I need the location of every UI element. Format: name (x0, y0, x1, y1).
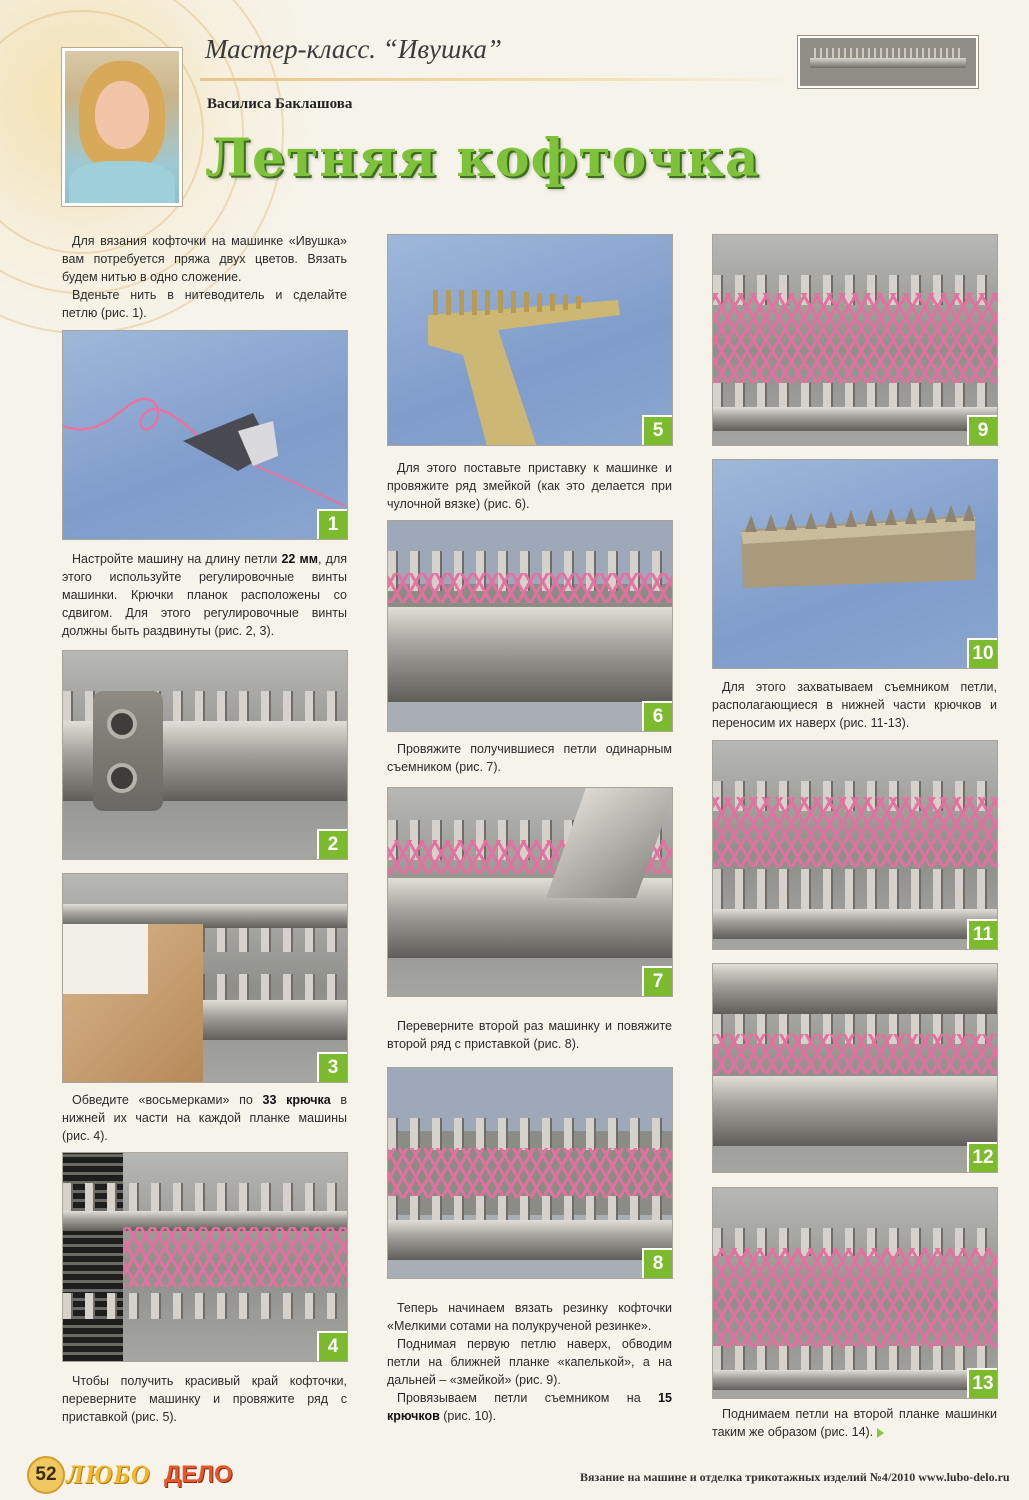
figure-number: 5 (642, 415, 672, 445)
step-4-text: Обведите «восьмерками» по 33 крючка в нижней их части на каждой планке машины (рис. 4). (62, 1093, 347, 1143)
figure-11 (712, 740, 998, 950)
publication-info: Вязание на машине и отделка трикотажных изделий №4/2010 www.lubo-delo.ru (580, 1470, 1010, 1484)
page-number: 52 (27, 1456, 65, 1494)
rubric-underline (200, 78, 800, 81)
author-photo (62, 48, 182, 206)
rubric-heading: Мастер-класс. “Ивушка” (205, 34, 502, 64)
step-11-13-text: Для этого захватываем съемником петли, располагающиеся в нижней части крючков и переносим их наверх (рис. 11-13). (712, 680, 997, 730)
continue-arrow-icon (877, 1428, 884, 1438)
figure-10 (712, 459, 998, 669)
step-6-text: Для этого поставьте приставку к машинке и провяжите ряд змейкой (как это делается при чулочной вязке) (рис. 6). (387, 461, 672, 511)
transfer-tool-illustration (713, 460, 997, 668)
figure-number: 1 (317, 509, 347, 539)
figure-12 (712, 963, 998, 1173)
step-5-text: Чтобы получить красивый край кофточки, переверните машинку и провяжите ряд с приставкой (рис. 5). (62, 1374, 347, 1424)
step-9-10-text: Теперь начинаем вязать резинку кофточки «Мелкими сотами на полукрученой резинке». Поднимая первую петлю наверх, обводим петли на ближней планке «капелькой», а на дальней – «змейкой» (рис. 9). Провязываем петли съемником на 15 крючков (рис. 10). (387, 1301, 672, 1423)
step-14-text: Поднимаем петли на второй планке машинки таким же образом (рис. 14). (712, 1407, 997, 1439)
figure-number: 13 (967, 1368, 997, 1398)
magazine-logo-part2: ДЕЛО (164, 1461, 233, 1488)
figure-number: 11 (967, 919, 997, 949)
figure-number: 12 (967, 1142, 997, 1172)
figure-number: 9 (967, 415, 997, 445)
figure-8 (387, 1067, 673, 1279)
header-tool-photo (798, 36, 978, 88)
intro-text (62, 232, 347, 322)
step-2-3-text: Настройте машину на длину петли 22 мм, для этого используйте регулировочные винты машинки. Крючки планок расположены со сдвигом. Для этого регулировочные винты должны быть раздвинуты (рис. 2, 3). (62, 552, 348, 638)
author-name: Василиса Баклашова (207, 96, 353, 112)
yarn-loop-illustration (63, 331, 347, 539)
figure-number: 3 (317, 1052, 347, 1082)
figure-3 (62, 873, 348, 1083)
article-title: Летняя кофточка (205, 128, 760, 189)
magazine-logo-part1: ЛЮБО (66, 1460, 151, 1489)
figure-number: 7 (642, 966, 672, 996)
figure-number: 8 (642, 1248, 672, 1278)
intro-paragraph-2: Вденьте нить в нитеводитель и сделайте петлю (рис. 1). (62, 288, 347, 320)
figure-9 (712, 234, 998, 446)
figure-1 (62, 330, 348, 540)
step-7-text: Провяжите получившиеся петли одинарным съемником (рис. 7). (387, 742, 672, 774)
figure-number: 4 (317, 1331, 347, 1361)
step-8-text: Переверните второй раз машинку и повяжите второй ряд с приставкой (рис. 8). (387, 1019, 672, 1051)
figure-13 (712, 1187, 998, 1399)
attachment-tool-illustration (388, 235, 672, 445)
intro-paragraph-1: Для вязания кофточки на машинке «Ивушка» вам потребуется пряжа двух цветов. Вязать будем нитью в одно сложение. (62, 234, 347, 284)
figure-5 (387, 234, 673, 446)
figure-6 (387, 520, 673, 732)
figure-2 (62, 650, 348, 860)
figure-7 (387, 787, 673, 997)
figure-number: 10 (967, 638, 997, 668)
figure-number: 2 (317, 829, 347, 859)
figure-number: 6 (642, 701, 672, 731)
figure-4 (62, 1152, 348, 1362)
